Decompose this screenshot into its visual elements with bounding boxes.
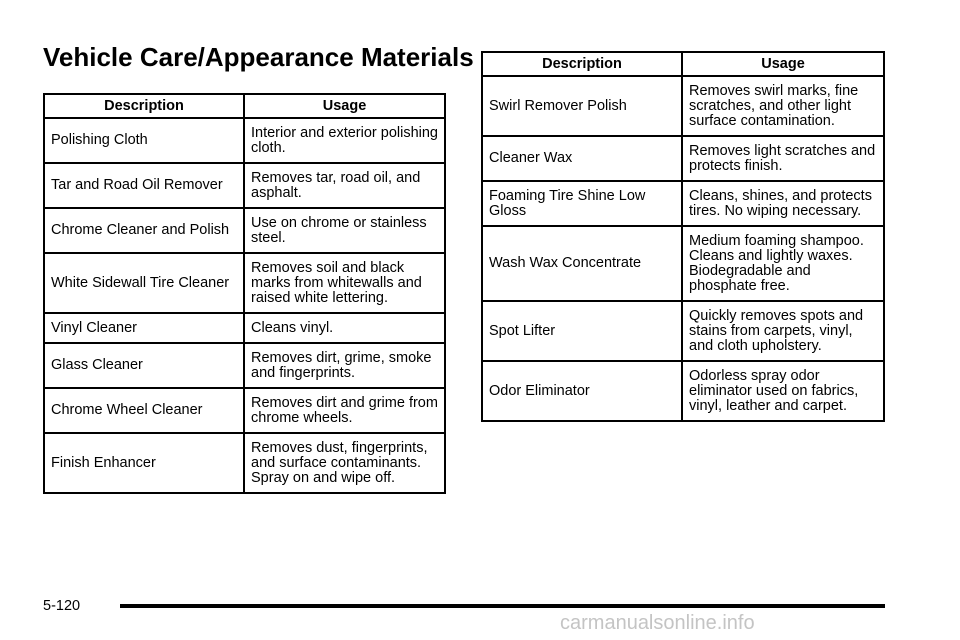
row-description: Wash Wax Concentrate [482, 226, 682, 301]
materials-table-left [43, 93, 446, 494]
table-row [44, 313, 445, 343]
row-usage: Removes soil and black marks from whitewalls and raised white lettering. [244, 253, 445, 313]
row-usage: Removes light scratches and protects finish. [682, 136, 884, 181]
row-description: White Sidewall Tire Cleaner [44, 253, 244, 313]
table-row [482, 361, 884, 421]
table-row [482, 301, 884, 361]
table-row [44, 388, 445, 433]
table-row [44, 343, 445, 388]
row-usage: Removes dust, fingerprints, and surface contaminants. Spray on and wipe off. [244, 433, 445, 493]
page-number: 5-120 [43, 598, 81, 614]
row-usage: Quickly removes spots and stains from carpets, vinyl, and cloth upholstery. [682, 301, 884, 361]
header-description: Description [44, 94, 244, 118]
row-description: Finish Enhancer [44, 433, 244, 493]
table-row [44, 433, 445, 493]
table-header-row [482, 52, 884, 76]
row-usage: Cleans vinyl. [244, 313, 445, 343]
table-row [44, 208, 445, 253]
table-row [482, 136, 884, 181]
header-usage: Usage [244, 94, 445, 118]
table-row [482, 76, 884, 136]
row-description: Cleaner Wax [482, 136, 682, 181]
table-row [44, 118, 445, 163]
row-usage: Medium foaming shampoo. Cleans and lightly waxes. Biodegradable and phosphate free. [682, 226, 884, 301]
row-usage: Interior and exterior polishing cloth. [244, 118, 445, 163]
row-usage: Removes dirt, grime, smoke and fingerprints. [244, 343, 445, 388]
table-row [44, 253, 445, 313]
row-usage: Odorless spray odor eliminator used on fabrics, vinyl, leather and carpet. [682, 361, 884, 421]
materials-table-right [481, 51, 885, 422]
footer-rule [120, 604, 885, 608]
row-description: Spot Lifter [482, 301, 682, 361]
header-description: Description [482, 52, 682, 76]
row-usage: Removes dirt and grime from chrome wheels. [244, 388, 445, 433]
table-header-row [44, 94, 445, 118]
row-description: Tar and Road Oil Remover [44, 163, 244, 208]
row-description: Glass Cleaner [44, 343, 244, 388]
row-description: Odor Eliminator [482, 361, 682, 421]
page-title: Vehicle Care/Appearance Materials [43, 42, 474, 72]
watermark: carmanualsonline.info [560, 612, 755, 634]
header-usage: Usage [682, 52, 884, 76]
row-usage: Cleans, shines, and protects tires. No wiping necessary. [682, 181, 884, 226]
table-row [44, 163, 445, 208]
row-description: Foaming Tire Shine Low Gloss [482, 181, 682, 226]
row-usage: Removes tar, road oil, and asphalt. [244, 163, 445, 208]
table-row [482, 181, 884, 226]
row-description: Swirl Remover Polish [482, 76, 682, 136]
row-description: Chrome Wheel Cleaner [44, 388, 244, 433]
row-description: Vinyl Cleaner [44, 313, 244, 343]
table-row [482, 226, 884, 301]
row-usage: Removes swirl marks, fine scratches, and other light surface contamination. [682, 76, 884, 136]
row-usage: Use on chrome or stainless steel. [244, 208, 445, 253]
row-description: Chrome Cleaner and Polish [44, 208, 244, 253]
row-description: Polishing Cloth [44, 118, 244, 163]
